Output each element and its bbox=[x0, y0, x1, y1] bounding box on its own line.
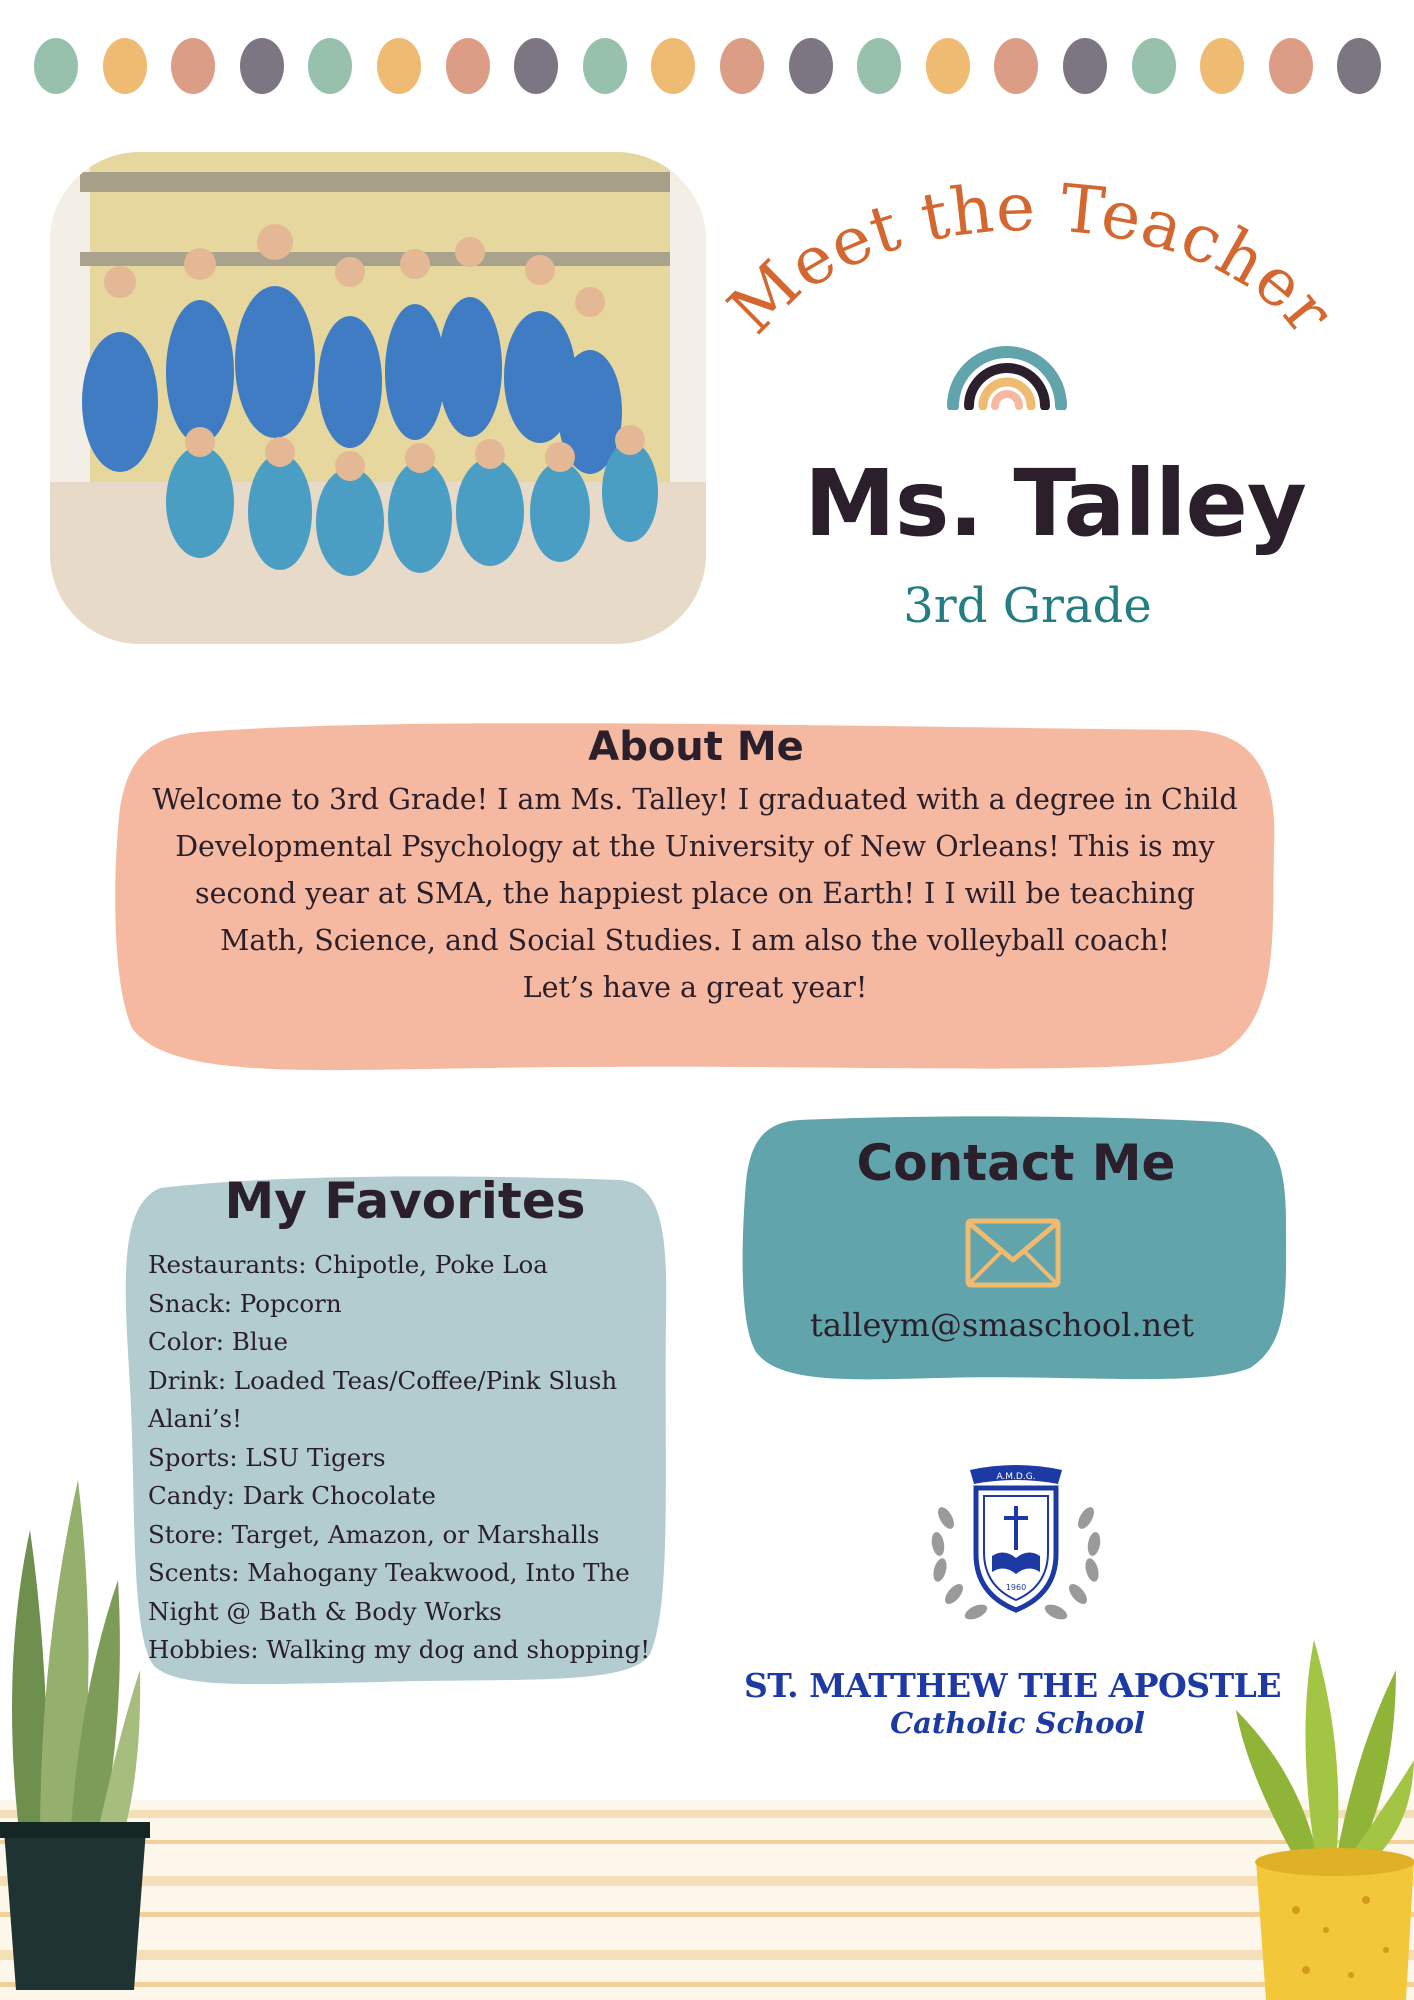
decorative-dot bbox=[377, 38, 421, 94]
svg-text:A.M.D.G.: A.M.D.G. bbox=[996, 1472, 1036, 1482]
about-me-title: About Me bbox=[588, 724, 804, 770]
teacher-name: Ms. Talley bbox=[804, 450, 1306, 557]
decorative-dot bbox=[34, 38, 78, 94]
decorative-dot bbox=[514, 38, 558, 94]
snake-plant-illustration bbox=[0, 1470, 150, 2000]
aloe-plant-illustration bbox=[1236, 1630, 1414, 2000]
decorative-dot bbox=[446, 38, 490, 94]
about-me-text bbox=[150, 776, 1240, 1011]
decorative-dot bbox=[583, 38, 627, 94]
rainbow-icon bbox=[945, 310, 1069, 410]
favorite-hobbies: Hobbies: Walking my dog and shopping! bbox=[148, 1635, 651, 1664]
envelope-icon bbox=[965, 1218, 1061, 1288]
decorative-dot bbox=[240, 38, 284, 94]
decorative-dot bbox=[1337, 38, 1381, 94]
decorative-dot-row bbox=[34, 38, 1384, 98]
about-me-body: Welcome to 3rd Grade! I am Ms. Talley! I graduated with a degree in Child Developmental Psychology at the University of New Orleans! This is my second year at SMA, the happiest place on Earth! I I will be teaching Math, Science, and Social Studies. I am also the volleyball coach! bbox=[152, 783, 1238, 957]
decorative-dot bbox=[926, 38, 970, 94]
favorites-title: My Favorites bbox=[224, 1172, 586, 1230]
class-photo bbox=[50, 152, 706, 644]
grade-label: 3rd Grade bbox=[903, 578, 1152, 634]
decorative-dot bbox=[994, 38, 1038, 94]
contact-email[interactable]: talleym@smaschool.net bbox=[810, 1306, 1194, 1344]
decorative-dot bbox=[857, 38, 901, 94]
school-seal-logo bbox=[924, 1458, 1108, 1626]
favorite-snack: Snack: Popcorn bbox=[148, 1288, 342, 1318]
svg-text:Meet the Teacher: Meet the Teacher bbox=[713, 170, 1349, 350]
decorative-dot bbox=[1269, 38, 1313, 94]
school-subtitle: Catholic School bbox=[890, 1706, 1145, 1740]
favorite-scents: Scents: Mahogany Teakwood, Into The Night @ Bath & Body Works bbox=[148, 1558, 630, 1626]
favorite-sports: Sports: LSU Tigers bbox=[148, 1442, 386, 1472]
decorative-dot bbox=[103, 38, 147, 94]
svg-text:1960: 1960 bbox=[1005, 1583, 1027, 1592]
school-name: ST. MATTHEW THE APOSTLE bbox=[743, 1666, 1282, 1705]
favorite-store: Store: Target, Amazon, or Marshalls bbox=[148, 1519, 600, 1549]
about-me-closing: Let’s have a great year! bbox=[522, 971, 868, 1004]
favorite-drink: Drink: Loaded Teas/Coffee/Pink Slush Alani’s! bbox=[148, 1365, 618, 1433]
decorative-dot bbox=[308, 38, 352, 94]
decorative-dot bbox=[789, 38, 833, 94]
decorative-dot bbox=[720, 38, 764, 94]
favorite-color: Color: Blue bbox=[148, 1327, 288, 1356]
floor-stripes bbox=[0, 1800, 1414, 2000]
decorative-dot bbox=[171, 38, 215, 94]
favorite-candy: Candy: Dark Chocolate bbox=[148, 1481, 436, 1510]
contact-title: Contact Me bbox=[856, 1134, 1176, 1192]
decorative-dot bbox=[1132, 38, 1176, 94]
decorative-dot bbox=[1063, 38, 1107, 94]
favorites-list bbox=[148, 1246, 668, 1670]
decorative-dot bbox=[651, 38, 695, 94]
decorative-dot bbox=[1200, 38, 1244, 94]
favorite-restaurants: Restaurants: Chipotle, Poke Loa bbox=[148, 1250, 548, 1279]
